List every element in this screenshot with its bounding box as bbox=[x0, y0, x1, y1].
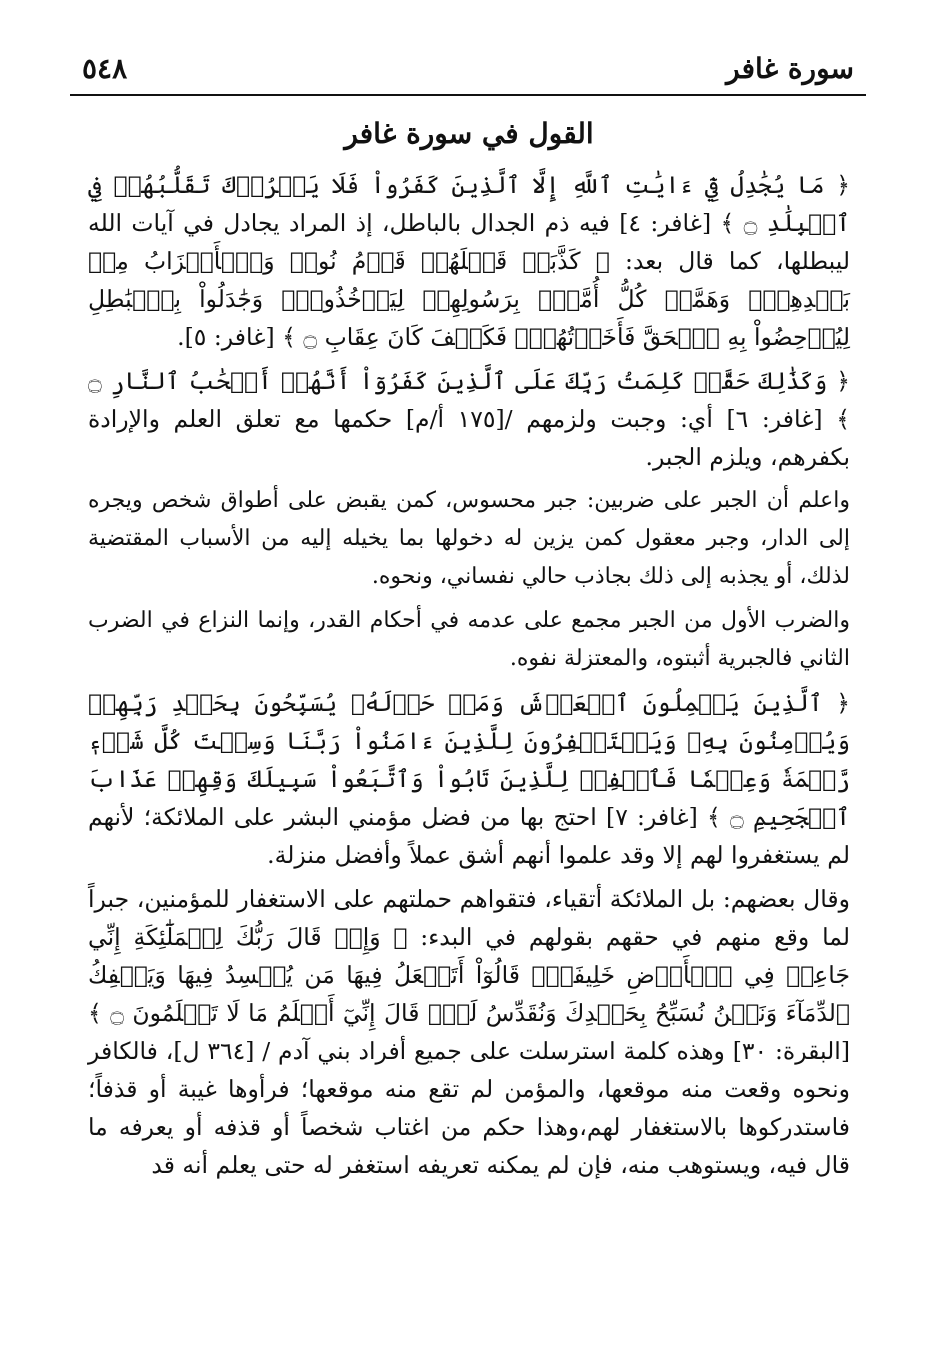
paragraph: ﴿ مَا يُجَٰدِلُ فِيٓ ءَايَٰتِ ٱللَّهِ إِلَّا ٱلَّذِينَ كَفَرُواْ فَلَا يَغۡرُرۡكَ تَقَلُّبُهُمۡ فِي ٱلۡبِلَٰدِ ۝ ﴾ [غافر: ٤] فيه ذم الجدال بالباطل، إذ المراد يجادل في آيات الله ليبطلها، كما قال بعد: ﴿ كَذَّبَتۡ قَبۡلَهُمۡ قَوۡمُ نُوحٖ وَٱلۡأَحۡزَابُ مِنۢ بَعۡدِهِمۡۖ وَهَمَّتۡ كُلُّ أُمَّةِۭ بِرَسُولِهِمۡ لِيَأۡخُذُوهُۖ وَجَٰدَلُواْ بِٱلۡبَٰطِلِ لِيُدۡحِضُواْ بِهِ ٱلۡحَقَّ فَأَخَذۡتُهُمۡۖ فَكَيۡفَ كَانَ عِقَابِ ۝ ﴾ [غافر: ٥]. bbox=[88, 171, 851, 351]
surah-title: سورة غافر bbox=[726, 52, 854, 85]
page-number: ٥٤٨ bbox=[82, 52, 128, 85]
paragraph: وقال بعضهم: بل الملائكة أتقياء، فتقواهم حملتهم على الاستغفار للمؤمنين، جبراً لما وقع منهم في حقهم بقولهم في البدء: ﴿ وَإِذۡ قَالَ رَبُّكَ لِلۡمَلَٰٓئِكَةِ إِنِّي جَاعِلٞ فِي ٱلۡأَرۡضِ خَلِيفَةٗۖ قَالُوٓاْ أَتَجۡعَلُ فِيهَا مَن يُفۡسِدُ فِيهَا وَيَسۡفِكُ ٱلدِّمَآءَ وَنَحۡنُ نُسَبِّحُ بِحَمۡدِكَ وَنُقَدِّسُ لَكَۖ قَالَ إِنِّيٓ أَعۡلَمُ مَا لَا تَعۡلَمُونَ ۝ ﴾ [البقرة: ٣٠] وهذه كلمة استرسلت على جميع أفراد بني آدم / [٣٦٤ ل]، فالكافر ونحوه وقعت منه موقعها، والمؤمن لم تقع منه موقعها؛ فرأوها غيبة أو قذفاً؛ فاستدركوها بالاستغفار لهم،وهذا حكم من اغتاب شخصاً أو قذفه أو يعرفه ما قال فيه، ويستوهب منه، فإن لم يمكنه تعريفه استغفر له حتى يعلم أنه قد bbox=[88, 885, 850, 1179]
paragraph: واعلم أن الجبر على ضربين: جبر محسوس، كمن يقبض على أطواق شخص ويجره إلى الدار، وجبر معقول كمن يزين له دخولها بما يخيله إليه من الأسباب المقتضية لذلك، أو يجذبه إلى ذلك بجاذب حالي نفساني، ونحوه. bbox=[88, 488, 850, 589]
page-header bbox=[70, 46, 866, 96]
page-body bbox=[88, 112, 850, 1190]
paragraph: ﴿ ٱلَّذِينَ يَحۡمِلُونَ ٱلۡعَرۡشَ وَمَنۡ حَوۡلَهُۥ يُسَبِّحُونَ بِحَمۡدِ رَبِّهِمۡ وَيُؤۡمِنُونَ بِهِۦ وَيَسۡتَغۡفِرُونَ لِلَّذِينَ ءَامَنُواْ رَبَّنَا وَسِعۡتَ كُلَّ شَيۡءٖ رَّحۡمَةٗ وَعِلۡمٗا فَٱغۡفِرۡ لِلَّذِينَ تَابُواْ وَٱتَّبَعُواْ سَبِيلَكَ وَقِهِمۡ عَذَابَ ٱلۡجَحِيمِ ۝ ﴾ [غافر: ٧] احتج بها من فضل مؤمني البشر على الملائكة؛ لأنهم لم يستغفروا لهم إلا وقد علموا أنهم أشق عملاً وأفضل منزلة. bbox=[88, 689, 850, 869]
section-title: القول في سورة غافر bbox=[344, 117, 594, 150]
paragraph: والضرب الأول من الجبر مجمع على عدمه في أحكام القدر، وإنما النزاع في الضرب الثاني فالجبرية أثبتوه، والمعتزلة نفوه. bbox=[88, 608, 850, 671]
paragraph: ﴿ وَكَذَٰلِكَ حَقَّتۡ كَلِمَتُ رَبِّكَ عَلَى ٱلَّذِينَ كَفَرُوٓاْ أَنَّهُمۡ أَصۡحَٰبُ ٱلنَّارِ ۝ ﴾ [غافر: ٦] أي: وجبت ولزمهم /[١٧٥ أ/م] حكمها مع تعلق العلم والإرادة بكفرهم، ويلزم الجبر. bbox=[88, 367, 850, 471]
